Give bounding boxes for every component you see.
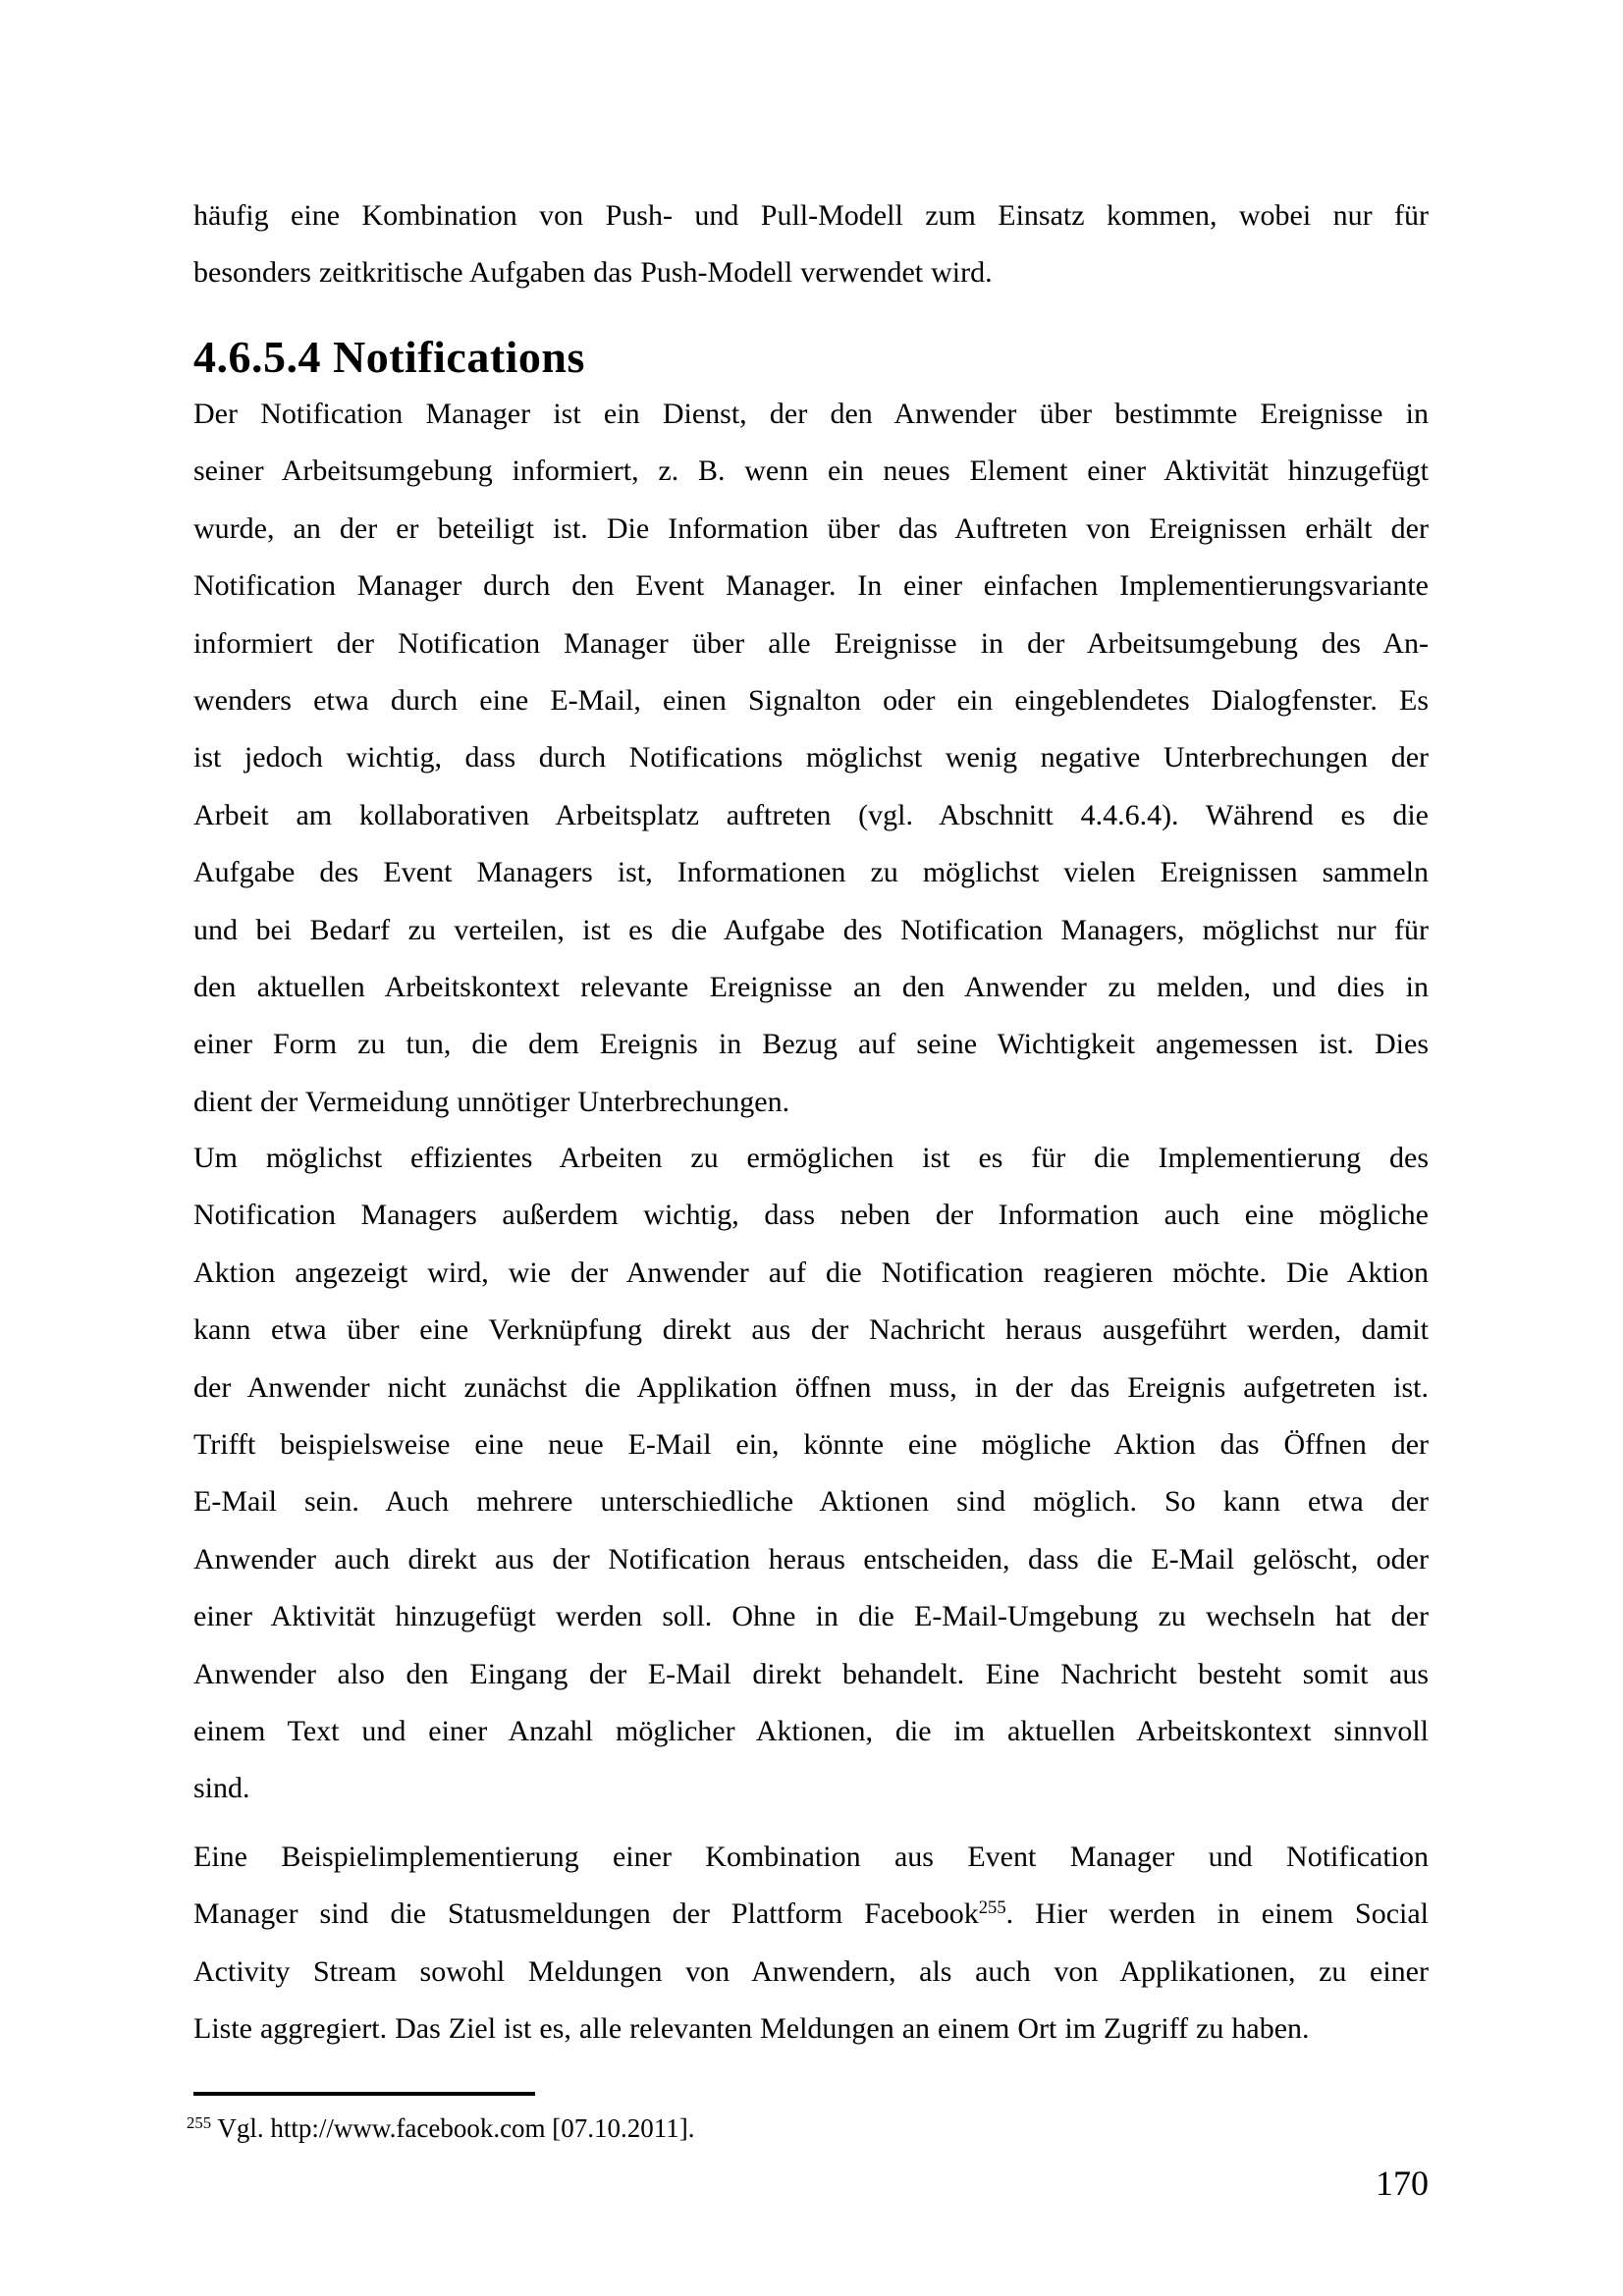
text-line: Arbeit am kollaborativen Arbeitsplatz auftreten (vgl. Abschnitt 4.4.6.4). Während es die bbox=[193, 798, 1429, 831]
text-line: einem Text und einer Anzahl möglicher Aktionen, die im aktuellen Arbeitskontext sinnvoll bbox=[193, 1714, 1429, 1747]
text-line: Activity Stream sowohl Meldungen von Anwendern, als auch von Applikationen, zu einer bbox=[193, 1954, 1429, 1988]
text-line: seiner Arbeitsumgebung informiert, z. B. wenn ein neues Element einer Aktivität hinzugefügt bbox=[193, 454, 1429, 488]
text-line: Der Notification Manager ist ein Dienst, der den Anwender über bestimmte Ereignisse in bbox=[193, 398, 1429, 430]
footnote-text: Vgl. http://www.facebook.com [07.10.2011]. bbox=[211, 2113, 695, 2143]
text-line: einer Form zu tun, die dem Ereignis in Bezug auf seine Wichtigkeit angemessen ist. Dies bbox=[193, 1028, 1429, 1061]
body-paragraph-2 bbox=[193, 1130, 1429, 1818]
text-line: wurde, an der er beteiligt ist. Die Information über das Auftreten von Ereignissen erhält der bbox=[193, 511, 1429, 545]
section-heading: 4.6.5.4 Notifications bbox=[193, 332, 585, 382]
text-line: Aktion angezeigt wird, wie der Anwender auf die Notification reagieren möchte. Die Aktion bbox=[193, 1255, 1429, 1289]
text-line: Eine Beispielimplementierung einer Kombination aus Event Manager und Notification bbox=[193, 1841, 1429, 1873]
text-line: E-Mail sein. Auch mehrere unterschiedliche Aktionen sind möglich. So kann etwa der bbox=[193, 1485, 1429, 1519]
text-line: wenders etwa durch eine E-Mail, einen Signalton oder ein eingeblendetes Dialogfenster. Es bbox=[193, 683, 1429, 717]
text-line: kann etwa über eine Verknüpfung direkt aus der Nachricht heraus ausgeführt werden, damit bbox=[193, 1313, 1429, 1347]
text-line: besonders zeitkritische Aufgaben das Push-Modell verwendet wird. bbox=[193, 256, 993, 290]
text-line: Liste aggregiert. Das Ziel ist es, alle relevanten Meldungen an einem Ort im Zugriff zu haben. bbox=[193, 2012, 1310, 2046]
body-paragraph-3 bbox=[193, 1829, 1429, 2058]
text-line: Anwender auch direkt aus der Notification heraus entscheiden, dass die E-Mail gelöscht, oder bbox=[193, 1542, 1429, 1575]
page-number: 170 bbox=[1376, 2163, 1429, 2203]
text-line: Trifft beispielsweise eine neue E-Mail ein, könnte eine mögliche Aktion das Öffnen der bbox=[193, 1427, 1429, 1461]
text-line: ist jedoch wichtig, dass durch Notifications möglichst wenig negative Unterbrechungen der bbox=[193, 741, 1429, 774]
text-line: Aufgabe des Event Managers ist, Informationen zu möglichst vielen Ereignissen sammeln bbox=[193, 856, 1429, 889]
footnote bbox=[187, 2112, 1422, 2148]
text-line: einer Aktivität hinzugefügt werden soll. Ohne in die E-Mail-Umgebung zu wechseln hat der bbox=[193, 1600, 1429, 1633]
text-line: Anwender also den Eingang der E-Mail direkt behandelt. Eine Nachricht besteht somit aus bbox=[193, 1657, 1429, 1690]
text-line: häufig eine Kombination von Push- und Pull-Modell zum Einsatz kommen, wobei nur für bbox=[193, 199, 1429, 232]
text-line: dient der Vermeidung unnötiger Unterbrechungen. bbox=[193, 1085, 790, 1118]
text-line: den aktuellen Arbeitskontext relevante Ereignisse an den Anwender zu melden, und dies in bbox=[193, 970, 1429, 1003]
text-line: sind. bbox=[193, 1772, 250, 1805]
text-line: und bei Bedarf zu verteilen, ist es die Aufgabe des Notification Managers, möglichst nur für bbox=[193, 913, 1429, 946]
text-line: der Anwender nicht zunächst die Applikation öffnen muss, in der das Ereignis aufgetreten ist. bbox=[193, 1370, 1429, 1404]
text-line: Notification Managers außerdem wichtig, dass neben der Information auch eine mögliche bbox=[193, 1199, 1429, 1232]
body-paragraph-1 bbox=[193, 386, 1429, 1131]
footnote-marker: 255 bbox=[187, 2112, 212, 2132]
footnote-separator-rule bbox=[193, 2092, 535, 2096]
text-line: Um möglichst effizientes Arbeiten zu ermöglichen ist es für die Implementierung des bbox=[193, 1142, 1429, 1174]
intro-paragraph bbox=[193, 187, 1429, 302]
text-line: Manager sind die Statusmeldungen der Plattform Facebook$^{255}$. Hier werden in einem Social bbox=[193, 1897, 1429, 1931]
text-line: informiert der Notification Manager über alle Ereignisse in der Arbeitsumgebung des An- bbox=[193, 626, 1429, 660]
text-line: Notification Manager durch den Event Manager. In einer einfachen Implementierungsvariante bbox=[193, 569, 1429, 603]
